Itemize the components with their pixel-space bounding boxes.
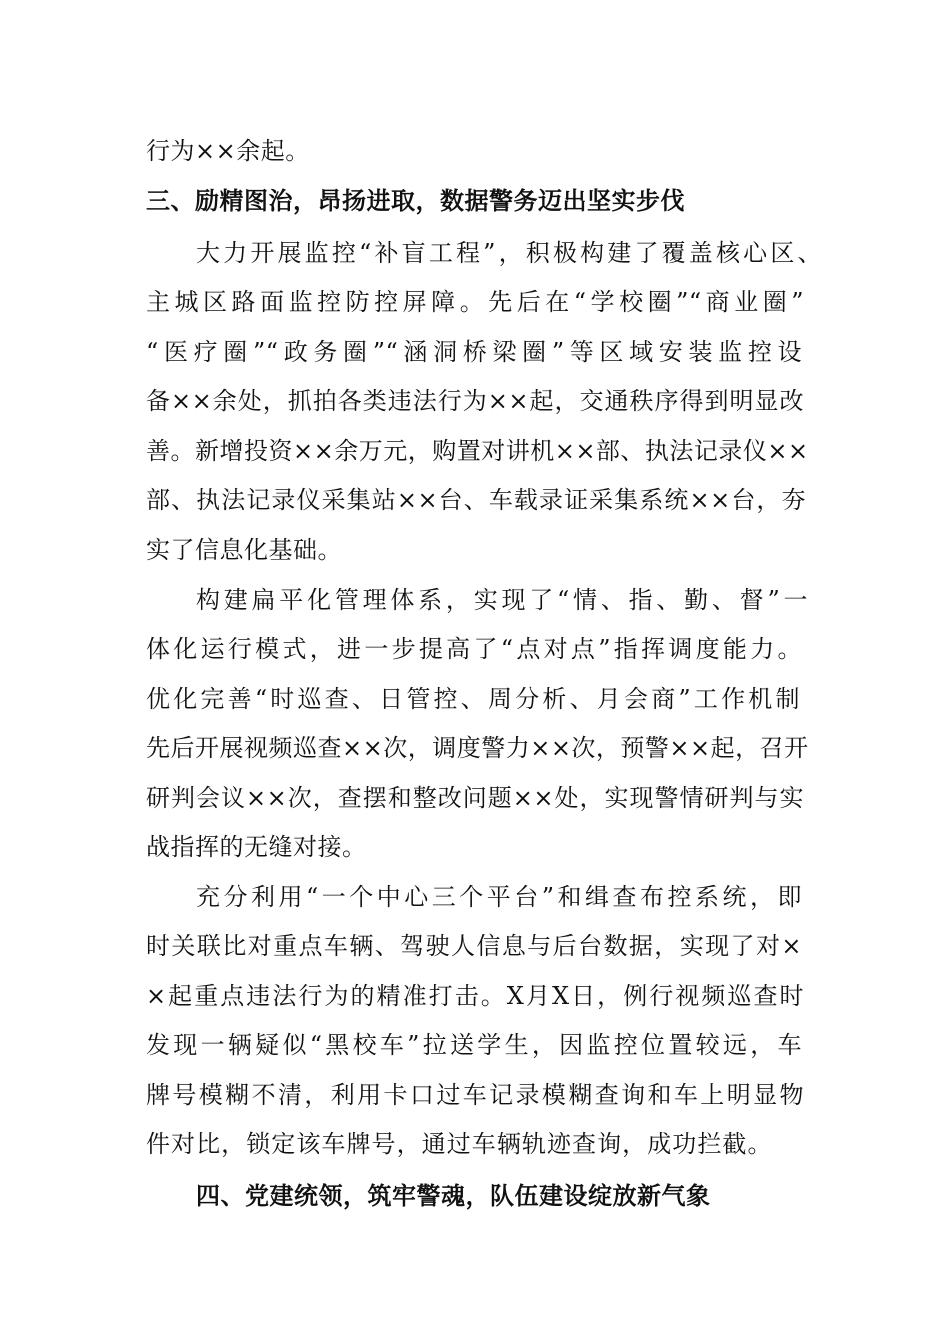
section-heading-3: 三、励精图治，昂扬进取，数据警务迈出坚实步伐 xyxy=(146,187,685,215)
paragraph-line: ×起重点违法行为的精准打击。X月X日，例行视频巡查时 xyxy=(146,982,804,1010)
paragraph-line: 大力开展监控“补盲工程”，积极构建了覆盖核心区、 xyxy=(196,239,822,267)
paragraph-line: 充分利用“一个中心三个平台”和缉查布控系统，即 xyxy=(196,883,802,911)
paragraph-line: 备××余处，抓拍各类违法行为××起，交通秩序得到明显改 xyxy=(146,387,804,415)
paragraph-line: 善。新增投资××余万元，购置对讲机××部、执法记录仪×× xyxy=(146,437,809,465)
paragraph-line: 优化完善“时巡查、日管控、周分析、月会商”工作机制 xyxy=(146,685,800,713)
paragraph-line: 件对比，锁定该车牌号，通过车辆轨迹查询，成功拦截。 xyxy=(146,1130,772,1158)
paragraph-line: 牌号模糊不清，利用卡口过车记录模糊查询和车上明显物 xyxy=(146,1081,804,1109)
paragraph-line: 发现一辆疑似“黑校车”拉送学生，因监控位置较远，车 xyxy=(146,1031,802,1059)
paragraph-line: “医疗圈”“政务圈”“涵洞桥梁圈”等区域安装监控设 xyxy=(146,338,802,366)
paragraph-line: 时关联比对重点车辆、驾驶人信息与后台数据，实现了对× xyxy=(146,932,802,960)
paragraph-line: 战指挥的无缝对接。 xyxy=(146,833,367,861)
text-line: 行为××余起。 xyxy=(146,137,310,165)
paragraph-line: 体化运行模式，进一步提高了“点对点”指挥调度能力。 xyxy=(146,635,802,663)
paragraph-line: 构建扁平化管理体系，实现了“情、指、勤、督”一 xyxy=(196,586,808,614)
paragraph-line: 先后开展视频巡查××次，调度警力××次，预警××起，召开 xyxy=(146,734,809,762)
paragraph-line: 研判会议××次，查摆和整改问题××处，实现警情研判与实 xyxy=(146,784,804,812)
paragraph-line: 部、执法记录仪采集站××台、车载录证采集系统××台，夯 xyxy=(146,486,806,514)
section-heading-4: 四、党建统领，筑牢警魂，队伍建设绽放新气象 xyxy=(196,1182,711,1210)
paragraph-line: 实了信息化基础。 xyxy=(146,536,342,564)
paragraph-line: 主城区路面监控防控屏障。先后在“学校圈”“商业圈” xyxy=(146,288,804,316)
